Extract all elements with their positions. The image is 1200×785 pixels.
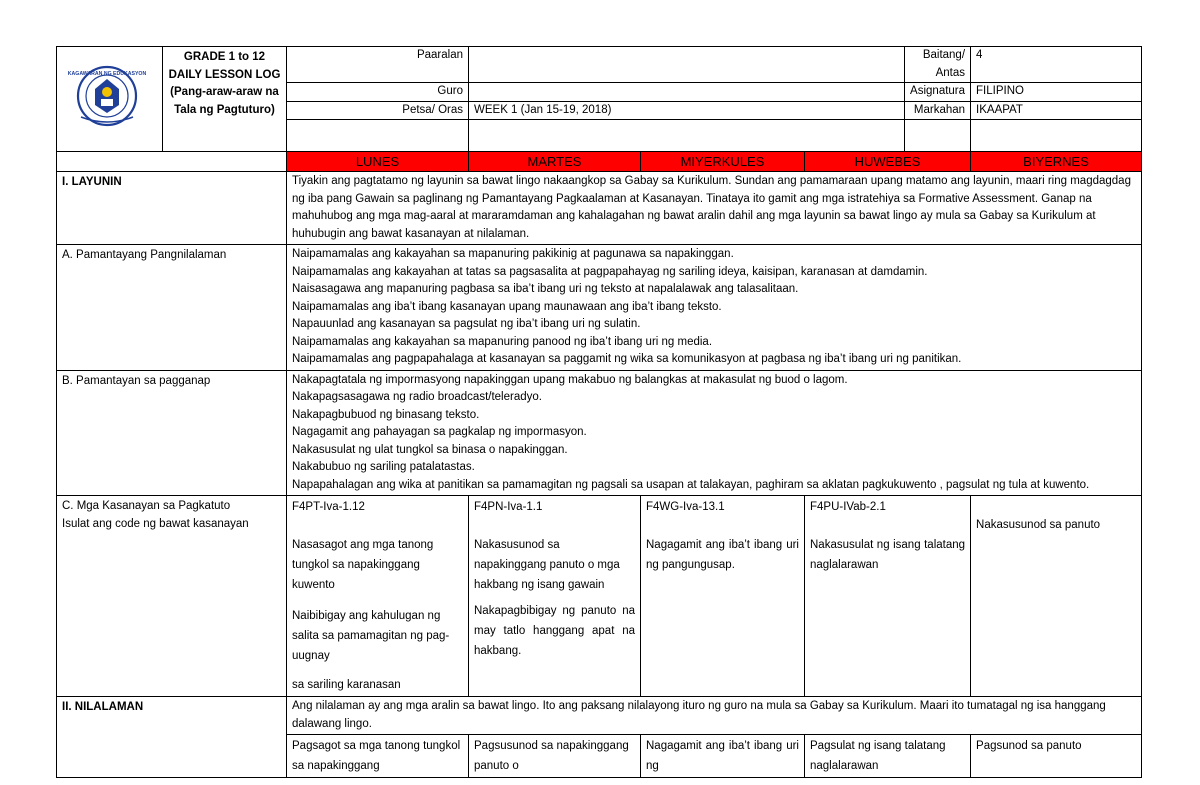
nilalaman-miyerkules: Nagagamit ang iba’t ibang uri ng [641,735,805,778]
pangnilalaman-content [287,245,1142,371]
kasanayan-lunes [287,496,469,697]
paaralan-field[interactable] [469,47,905,83]
nilalaman-lunes: Pagsagot sa mga tanong tungkol sa napakinggang [287,735,469,778]
blank-header-cell-4 [971,120,1142,152]
huwebes-code: F4PU-IVab-2.1 [810,501,886,513]
baitang-field[interactable]: 4 [971,47,1142,83]
nilalaman-huwebes: Pagsulat ng isang talatang naglalarawan [805,735,971,778]
pangnilalaman-label: A. Pamantayang Pangnilalaman [57,245,287,371]
pagganap-line: Nakapagbubuod ng binasang teksto. [292,408,480,421]
pangnilalaman-line: Naipamamalas ang iba’t ibang kasanayan upang maunawaan ang iba’t ibang teksto. [292,300,722,313]
asignatura-field[interactable]: FILIPINO [971,83,1142,102]
miyerkules-code: F4WG-Iva-13.1 [646,501,725,513]
pagganap-line: Napapahalagan ang wika at panitikan sa pamamagitan ng pagsali sa usapan at talakayan, paghiram sa aklatan pagkukuwento , pagsulat ng tula at kuwento. [292,478,1090,491]
guro-field[interactable] [469,83,905,102]
layunin-row [57,172,1142,245]
petsa-field[interactable]: WEEK 1 (Jan 15-19, 2018) [469,101,905,120]
blank-header-cell-3 [905,120,971,152]
nilalaman-label: II. NILALAMAN [57,697,287,778]
kasanayan-label-line-1: C. Mga Kasanayan sa Pagkatuto [62,500,231,512]
pagganap-line: Nakapagtatala ng impormasyong napakinggan upang makabuo ng balangkas at makasulat ng buod o lagom. [292,373,848,386]
pangnilalaman-line: Napauunlad ang kasanayan sa pagsulat ng iba’t ibang uri ng sulatin. [292,318,641,330]
title-line-3: (Pang-araw-araw na [170,86,279,98]
biyernes-objective-1: Nakasusunod sa panuto [976,519,1101,531]
pangnilalaman-line: Naipamamalas ang kakayahan sa mapanuring panood ng iba’t ibang uri ng media. [292,335,713,348]
title-line-4: Tala ng Pagtuturo) [174,103,275,116]
deped-seal-icon [61,65,153,127]
lunes-objective-2: Naibibigay ang kahulugan ng salita sa pamamagitan ng pag-uugnay [292,610,450,662]
paaralan-label: Paaralan [287,47,469,83]
svg-text:KAGAWARAN NG EDUKASYON: KAGAWARAN NG EDUKASYON [67,70,147,77]
day-header-biyernes: BIYERNES [971,152,1142,172]
kasanayan-row [57,496,1142,697]
lunes-code: F4PT-Iva-1.12 [292,501,365,513]
martes-code: F4PN-Iva-1.1 [474,501,543,513]
guro-label: Guro [287,83,469,102]
layunin-label: I. LAYUNIN [57,172,287,245]
pagganap-line: Nakabubuo ng sariling patalatastas. [292,461,475,473]
blank-header-cell-1 [287,120,469,152]
miyerkules-objective-1: Nagagamit ang iba’t ibang uri ng pangungusap. [646,539,799,571]
pangnilalaman-line: Naisasagawa ang mapanuring pagbasa sa iba’t ibang uri ng teksto at napalalawak ang talasalitaan. [292,283,799,295]
lunes-objective-1: Nasasagot ang mga tanong tungkol sa napakinggang kuwento [292,539,434,591]
martes-objective-2: Nakapagbibigay ng panuto na may tatlo hanggang apat na hakbang. [474,605,635,657]
kasanayan-martes [469,496,641,697]
nilalaman-biyernes: Pagsunod sa panuto [971,735,1142,778]
document-title [163,47,287,152]
petsa-label: Petsa/ Oras [287,101,469,120]
deped-seal [57,47,163,152]
pagganap-row [57,370,1142,496]
day-header-huwebes: HUWEBES [805,152,971,172]
kasanayan-label-line-2: Isulat ang code ng bawat kasanayan [62,517,249,530]
layunin-text: Tiyakin ang pagtatamo ng layunin sa bawat lingo nakaangkop sa Gabay sa Kurikulum. Sundan ang pamamaraan upang matamo ang layunin, maari ring magdagdag ng iba pang Gawain sa paglinang ng Pamantayang Pagkaalaman at Kasanayan. Tinataya ito gamit ang mga istratehiya sa Formative Assessment. Ganap na mahuhubog ang mga mag-aaral at mararamdaman ang kahalagahan ng bawat aralin dahil ang mga layunin sa bawat lingo ay mula sa Gabay sa Kurikulum at huhubugin ang bawat kasanayan at nilalaman. [287,172,1142,245]
pagganap-line: Nakasusulat ng ulat tungkol sa binasa o napakinggan. [292,443,568,456]
kasanayan-miyerkules [641,496,805,697]
pangnilalaman-row [57,245,1142,371]
pagganap-line: Nagagamit ang pahayagan sa pagkalap ng impormasyon. [292,426,587,438]
markahan-label: Markahan [905,101,971,120]
nilalaman-row [57,697,1142,735]
lunes-objective-3: sa sariling karanasan [292,679,401,691]
daily-lesson-log-table [56,46,1142,778]
pagganap-label: B. Pamantayan sa pagganap [57,370,287,496]
pagganap-line: Nakapagsasagawa ng radio broadcast/teleradyo. [292,391,542,403]
nilalaman-text: Ang nilalaman ay ang mga aralin sa bawat lingo. Ito ang paksang nilalayong ituro ng guro na mula sa Gabay sa Kurikulum. Maari ito tumatagal ng isa hanggang dalawang lingo. [287,697,1142,735]
asignatura-label: Asignatura [905,83,971,102]
day-header-lunes: LUNES [287,152,469,172]
kasanayan-biyernes [971,496,1142,697]
huwebes-objective-1: Nakasusulat ng isang talatang naglalarawan [810,539,966,571]
markahan-field[interactable]: IKAAPAT [971,101,1142,120]
title-line-1: GRADE 1 to 12 [183,51,266,63]
kasanayan-label [57,496,287,697]
martes-objective-1: Nakasusunod sa napakinggang panuto o mga hakbang ng isang gawain [474,539,620,591]
title-line-2: DAILY LESSON LOG [168,68,281,81]
pangnilalaman-line: Naipamamalas ang kakayahan at tatas sa pagsasalita at pagpapahayag ng sariling ideya, kaisipan, karanasan at damdamin. [292,265,928,278]
day-header-miyerkules: MIYERKULES [641,152,805,172]
day-header-blank [57,152,287,172]
pagganap-content [287,370,1142,496]
kasanayan-huwebes [805,496,971,697]
pangnilalaman-line: Naipamamalas ang pagpapahalaga at kasanayan sa paggamit ng wika sa komunikasyon at pagbasa ng iba’t ibang uri ng panitikan. [292,353,962,365]
day-header-martes: MARTES [469,152,641,172]
blank-header-cell-2 [469,120,905,152]
pangnilalaman-line: Naipamamalas ang kakayahan sa mapanuring pakikinig at pagunawa sa napakinggan. [292,248,734,260]
nilalaman-martes: Pagsusunod sa napakinggang panuto o [469,735,641,778]
day-header-row [57,152,1142,172]
baitang-label: Baitang/ Antas [905,47,971,83]
